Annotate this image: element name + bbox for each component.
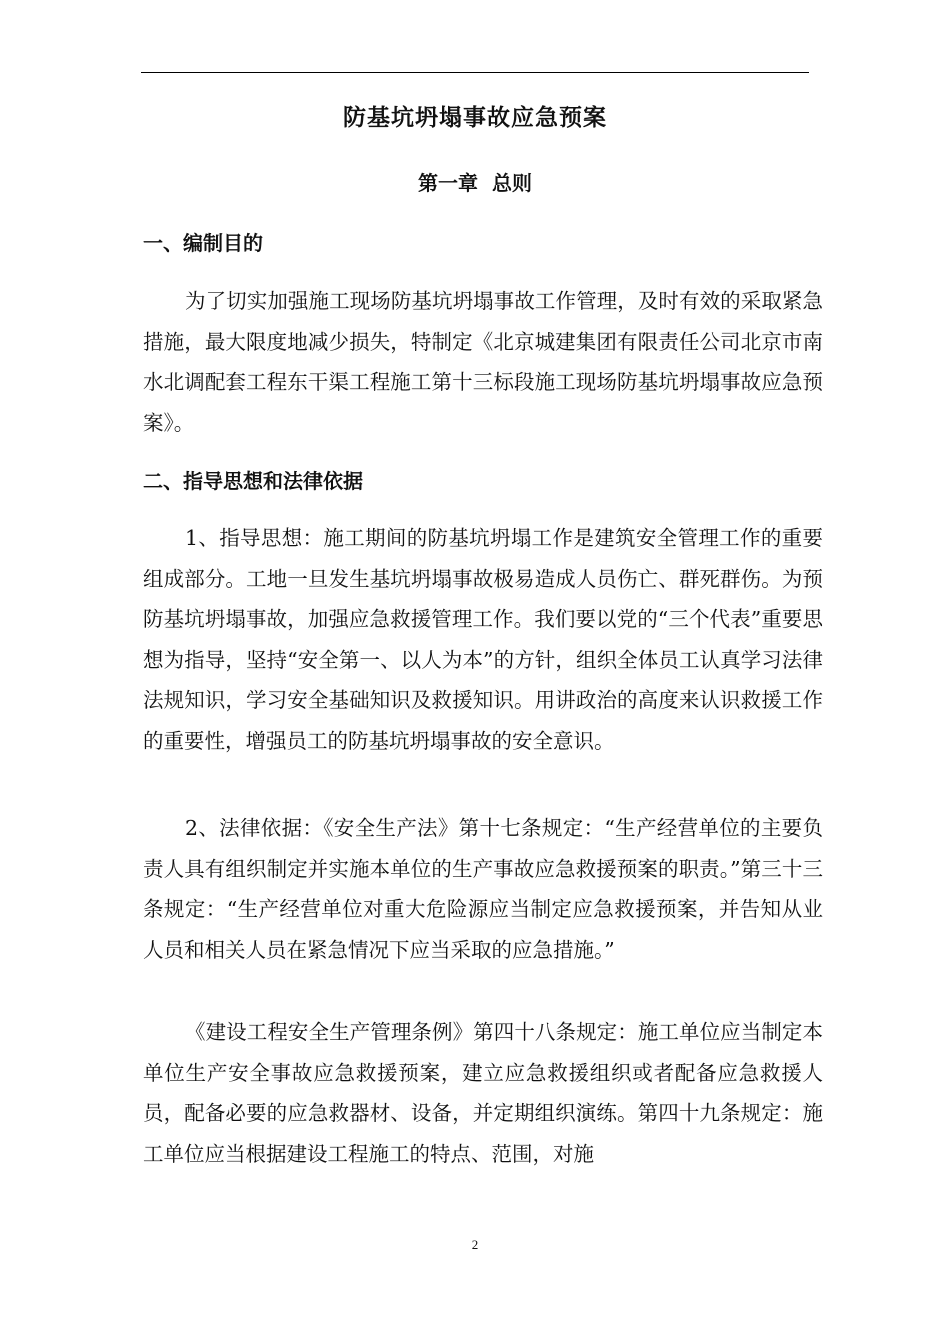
chapter-title: 第一章 总则 bbox=[418, 171, 532, 195]
paragraph-purpose: 为了切实加强施工现场防基坑坍塌事故工作管理，及时有效的采取紧急措施，最大限度地减少损失，特制定《北京城建集团有限责任公司北京市南水北调配套工程东干渠工程施工第十三标段施工现场防基坑坍塌事故应急预案》。 bbox=[143, 289, 823, 435]
section-heading-purpose: 一、编制目的 bbox=[143, 231, 263, 255]
document-title: 防基坑坍塌事故应急预案 bbox=[343, 105, 607, 131]
paragraph-guiding-thought: 1、指导思想：施工期间的防基坑坍塌工作是建筑安全管理工作的重要组成部分。工地一旦发生基坑坍塌事故极易造成人员伤亡、群死群伤。为预防基坑坍塌事故，加强应急救援管理工作。我们要以党的“三个代表”重要思想为指导，坚持“安全第一、以人为本”的方针，组织全体员工认真学习法律法规知识，学习安全基础知识及救援知识。用讲政治的高度来认识救援工作的重要性，增强员工的防基坑坍塌事故的安全意识。 bbox=[143, 526, 823, 753]
page-number: 2 bbox=[471, 1237, 479, 1252]
section-heading-guidance: 二、指导思想和法律依据 bbox=[143, 469, 363, 493]
paragraph-regulation: 《建设工程安全生产管理条例》第四十八条规定：施工单位应当制定本单位生产安全事故应急救援预案，建立应急救援组织或者配备应急救援人员，配备必要的应急救器材、设备，并定期组织演练。第四十九条规定：施工单位应当根据建设工程施工的特点、范围，对施 bbox=[143, 1020, 823, 1166]
paragraph-legal-basis: 2、法律依据：《安全生产法》第十七条规定：“生产经营单位的主要负责人具有组织制定并实施本单位的生产事故应急救援预案的职责。”第三十三条规定：“生产经营单位对重大危险源应当制定应急救援预案，并告知从业人员和相关人员在紧急情况下应当采取的应急措施。” bbox=[143, 816, 823, 962]
header-rule bbox=[141, 72, 809, 73]
